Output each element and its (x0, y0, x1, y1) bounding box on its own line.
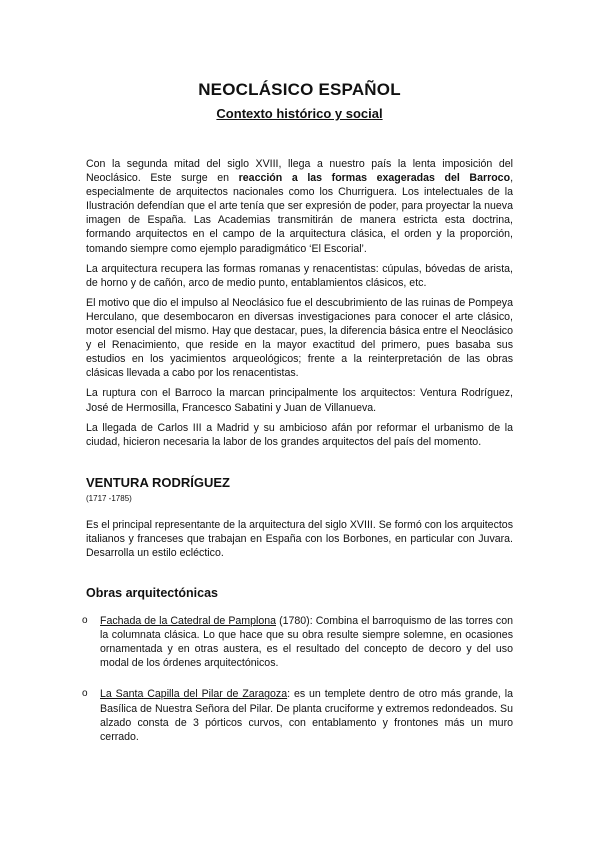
works-heading: Obras arquitectónicas (86, 586, 218, 601)
page-title: NEOCLÁSICO ESPAÑOL (198, 80, 401, 99)
section-subtitle: Contexto histórico y social (216, 106, 383, 121)
list-item (82, 687, 513, 743)
works-list (82, 614, 513, 744)
work-title: Fachada de la Catedral de Pamplona (100, 615, 277, 628)
context-paragraph-5: La llegada de Carlos III a Madrid y su ambicioso afán por reformar el urbanismo de la ciudad, hicieron necesaria la labor de los grandes arquitectos del país del momento. (86, 421, 513, 448)
context-p1-bold: reacción a las formas exageradas del Barroco (238, 172, 511, 185)
bullet-circle-icon: o (82, 688, 88, 700)
context-paragraph-4: La ruptura con el Barroco la marcan principalmente los arquitectos: Ventura Rodríguez, José de Hermosilla, Francesco Sabatini y Juan de Villanueva. (86, 387, 513, 414)
work-description: : es un templete dentro de otro más grande, la Basílica de Nuestra Señora del Pilar. De planta cruciforme y extremos redondeados. Su alzado consta de 3 pórticos curvos, con entablamento y frontones más un muro cerrado. (100, 688, 513, 743)
architect-dates: (1717 -1785) (86, 493, 132, 503)
list-item (82, 614, 513, 670)
architect-heading: VENTURA RODRÍGUEZ (86, 474, 230, 490)
context-p1-text-a: Con la segunda mitad del siglo XVIII, llega a nuestro país la lenta imposición del Neoclásico. Este surge en (86, 158, 513, 185)
context-p1-text-b: , especialmente de arquitectos nacionales como los Churriguera. Los intelectuales de la Ilustración defendían que el arte tenía que ser expresión de poder, para proyectar la nueva imagen de España. Las Academias transmitirán de manera estricta esta doctrina, formando arquitectos en el campo de la arquitectura clásica, el orden y la proporción, tomando siempre como ejemplo paradigmático ‘El Escorial’. (86, 172, 514, 255)
architect-bio: Es el principal representante de la arquitectura del siglo XVIII. Se formó con los arquitectos italianos y franceses que trabajan en España con los Borbones, en particular con Juvara. Desarrolla un estilo ecléctico. (86, 518, 513, 559)
context-paragraph-3: El motivo que dio el impulso al Neoclásico fue el descubrimiento de las ruinas de Pompeya Herculano, que desembocaron en diversas investigaciones para conocer el arte clásico, motor esencial del mismo. Hay que destacar, pues, la diferencia básica entre el Neoclásico y el Renacimiento, que reside en la mayor exactitud del primero, pues basaba sus estudios en los yacimientos arqueológicos; frente a la reinterpretación de las obras clásicas llevada a cabo por los renacentistas. (86, 296, 513, 380)
context-paragraph-2: La arquitectura recupera las formas romanas y renacentistas: cúpulas, bóvedas de arista, de horno y de cañón, arco de medio punto, entablamientos clásicos, etc. (86, 262, 513, 289)
bullet-circle-icon: o (82, 615, 88, 627)
work-title: La Santa Capilla del Pilar de Zaragoza (100, 688, 288, 701)
context-paragraph-1 (86, 157, 513, 256)
work-description: (1780): Combina el barroquismo de las torres con la columnata clásica. Lo que hace que su obra resulte siempre solemne, en ocasiones ornamentada y en otras austera, es el resultado del concepto de decoro y del uso modal de los órdenes arquitectónicos. (100, 615, 513, 670)
